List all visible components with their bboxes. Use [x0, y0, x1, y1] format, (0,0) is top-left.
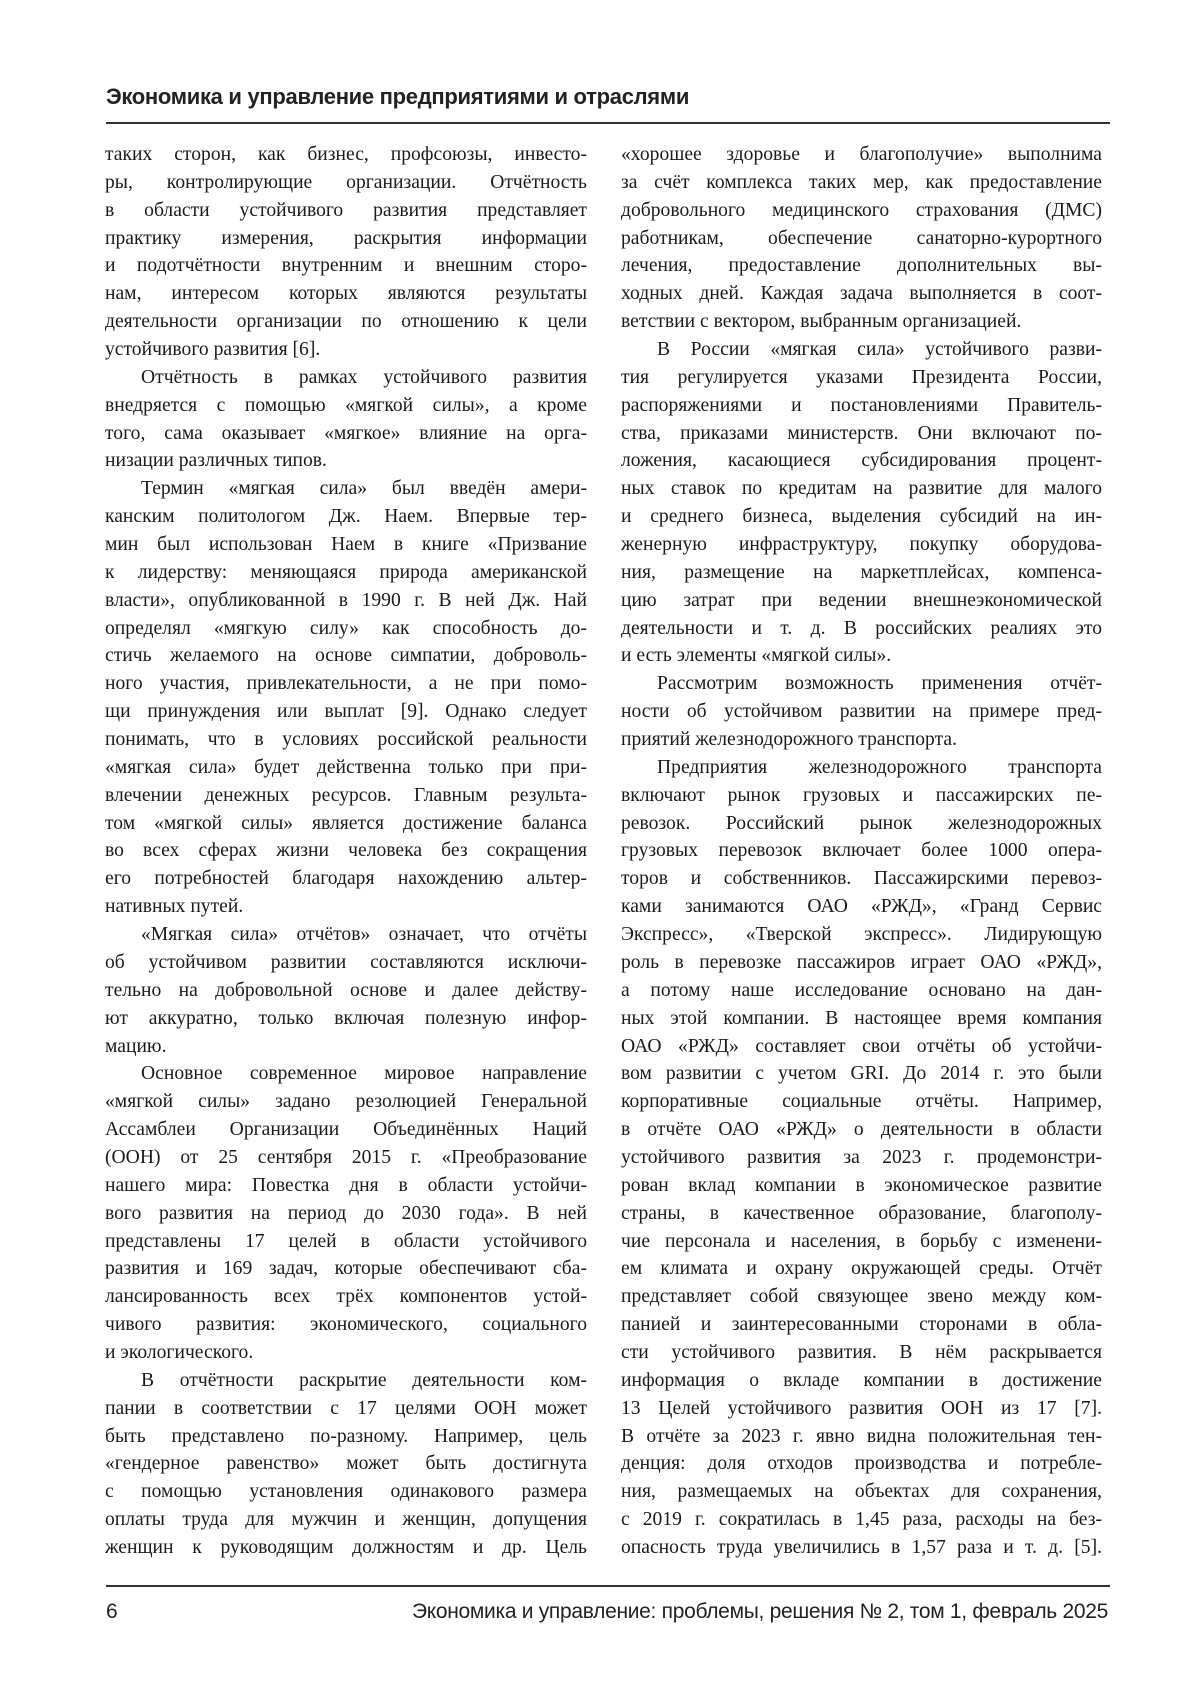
text-line: щи принуждения или выплат [9]. Однако следует: [105, 698, 587, 726]
text-line: лечения, предоставление дополнительных вы-: [621, 252, 1102, 280]
text-line: и экологического.: [105, 1339, 587, 1367]
header-divider: [106, 122, 1110, 124]
text-line: во всех сферах жизни человека без сокращения: [105, 837, 587, 865]
paragraph: [105, 475, 587, 921]
text-line: ками занимаются ОАО «РЖД», «Гранд Сервис: [621, 893, 1102, 921]
text-line: оплаты труда для мужчин и женщин, допущения: [105, 1506, 587, 1534]
text-line: в области устойчивого развития представляет: [105, 197, 587, 225]
text-line: с помощью установления одинакового размера: [105, 1478, 587, 1506]
text-line: понимать, что в условиях российской реальности: [105, 726, 587, 754]
paragraph: [105, 1367, 587, 1562]
text-line: торов и собственников. Пассажирскими перевоз-: [621, 865, 1102, 893]
text-line: с 2019 г. сократилась в 1,45 раза, расходы на без-: [621, 1506, 1102, 1534]
journal-citation: Экономика и управление: проблемы, решения № 2, том 1, февраль 2025: [412, 1600, 1108, 1624]
text-line: «хорошее здоровье и благополучие» выполнима: [621, 141, 1102, 169]
text-line: его потребностей благодаря нахождению альтер-: [105, 865, 587, 893]
text-line: низации различных типов.: [105, 447, 587, 475]
text-line: и подотчётности внутренним и внешним сторо-: [105, 252, 587, 280]
text-line: влечении денежных ресурсов. Главным результа-: [105, 782, 587, 810]
paragraph: [621, 336, 1102, 670]
text-line: сти устойчивого развития. В нём раскрывается: [621, 1339, 1102, 1367]
text-line: денция: доля отходов производства и потребле-: [621, 1450, 1102, 1478]
text-line: работникам, обеспечение санаторно-курортного: [621, 225, 1102, 253]
text-line: ем климата и охрану окружающей среды. Отчёт: [621, 1255, 1102, 1283]
text-line: ют аккуратно, только включая полезную инфор-: [105, 1005, 587, 1033]
text-line: роль в перевозке пассажиров играет ОАО «РЖД»,: [621, 949, 1102, 977]
text-line: ложения, касающиеся субсидирования процент-: [621, 447, 1102, 475]
text-line: тия регулируется указами Президента России,: [621, 364, 1102, 392]
text-line: женерную инфраструктуру, покупку оборудова-: [621, 531, 1102, 559]
text-column-right: [621, 141, 1102, 1562]
text-line: грузовых перевозок включает более 1000 опера-: [621, 837, 1102, 865]
text-line: информация о вкладе компании в достижение: [621, 1367, 1102, 1395]
text-line: ветствии с вектором, выбранным организацией.: [621, 308, 1102, 336]
text-line: Предприятия железнодорожного транспорта: [621, 754, 1102, 782]
text-line: и есть элементы «мягкой силы».: [621, 642, 1102, 670]
text-line: развития и 169 задач, которые обеспечивают сба-: [105, 1255, 587, 1283]
text-line: В отчётности раскрытие деятельности ком-: [105, 1367, 587, 1395]
text-line: В отчёте за 2023 г. явно видна положительная тен-: [621, 1423, 1102, 1451]
text-line: распоряжениями и постановлениями Правитель-: [621, 392, 1102, 420]
text-line: практику измерения, раскрытия информации: [105, 225, 587, 253]
text-line: «мягкая сила» будет действенна только при при-: [105, 754, 587, 782]
paragraph: [621, 141, 1102, 336]
text-line: цию затрат при ведении внешнеэкономической: [621, 587, 1102, 615]
text-line: приятий железнодорожного транспорта.: [621, 726, 1102, 754]
text-line: пании в соответствии с 17 целями ООН может: [105, 1395, 587, 1423]
footer-divider: [106, 1585, 1110, 1587]
text-line: ры, контролирующие организации. Отчётность: [105, 169, 587, 197]
text-line: том «мягкой силы» является достижение баланса: [105, 810, 587, 838]
text-line: стичь желаемого на основе симпатии, доброволь-: [105, 642, 587, 670]
text-line: ния, размещение на маркетплейсах, компенса-: [621, 559, 1102, 587]
text-line: добровольного медицинского страхования (ДМС): [621, 197, 1102, 225]
text-line: (ООН) от 25 сентября 2015 г. «Преобразование: [105, 1144, 587, 1172]
text-line: таких сторон, как бизнес, профсоюзы, инвесто-: [105, 141, 587, 169]
text-line: чие персонала и населения, в борьбу с изменени-: [621, 1228, 1102, 1256]
text-line: представляет собой связующее звено между ком-: [621, 1283, 1102, 1311]
text-line: к лидерству: меняющаяся природа американской: [105, 559, 587, 587]
text-line: Основное современное мировое направление: [105, 1060, 587, 1088]
text-line: Термин «мягкая сила» был введён амери-: [105, 475, 587, 503]
text-line: а потому наше исследование основано на дан-: [621, 977, 1102, 1005]
text-line: ных ставок по кредитам на развитие для малого: [621, 475, 1102, 503]
text-line: устойчивого развития за 2023 г. продемонстри-: [621, 1144, 1102, 1172]
text-line: нашего мира: Повестка дня в области устойчи-: [105, 1172, 587, 1200]
text-line: ходных дней. Каждая задача выполняется в соот-: [621, 280, 1102, 308]
text-line: Рассмотрим возможность применения отчёт-: [621, 670, 1102, 698]
paragraph: [105, 141, 587, 364]
text-line: корпоративные социальные отчёты. Например,: [621, 1088, 1102, 1116]
text-line: страны, в качественное образование, благополу-: [621, 1200, 1102, 1228]
paragraph: [105, 364, 587, 475]
text-line: ревозок. Российский рынок железнодорожных: [621, 810, 1102, 838]
text-line: деятельности и т. д. В российских реалиях это: [621, 615, 1102, 643]
paragraph: [621, 754, 1102, 1562]
text-line: представлены 17 целей в области устойчивого: [105, 1228, 587, 1256]
text-line: «Мягкая сила» отчётов» означает, что отчёты: [105, 921, 587, 949]
text-line: быть представлено по-разному. Например, цель: [105, 1423, 587, 1451]
text-line: ного участия, привлекательности, а не при помо-: [105, 670, 587, 698]
text-line: В России «мягкая сила» устойчивого разви-: [621, 336, 1102, 364]
text-line: женщин к руководящим должностям и др. Цель: [105, 1534, 587, 1562]
text-line: включают рынок грузовых и пассажирских пе-: [621, 782, 1102, 810]
text-line: за счёт комплекса таких мер, как предоставление: [621, 169, 1102, 197]
paragraph: [105, 1060, 587, 1366]
text-line: опасность труда увеличились в 1,57 раза и т. д. [5].: [621, 1534, 1102, 1562]
text-line: Отчётность в рамках устойчивого развития: [105, 364, 587, 392]
text-line: того, сама оказывает «мягкое» влияние на орга-: [105, 420, 587, 448]
text-column-left: [105, 141, 587, 1562]
text-line: тельно на добровольной основе и далее действу-: [105, 977, 587, 1005]
text-line: ния, размещаемых на объектах для сохранения,: [621, 1478, 1102, 1506]
text-line: власти», опубликованной в 1990 г. В ней Дж. Най: [105, 587, 587, 615]
text-line: ОАО «РЖД» составляет свои отчёты об устойчи-: [621, 1033, 1102, 1061]
text-line: рован вклад компании в экономическое развитие: [621, 1172, 1102, 1200]
text-line: канским политологом Дж. Наем. Впервые тер-: [105, 503, 587, 531]
text-line: чивого развития: экономического, социального: [105, 1311, 587, 1339]
paragraph: [105, 921, 587, 1060]
text-line: «мягкой силы» задано резолюцией Генеральной: [105, 1088, 587, 1116]
text-line: об устойчивом развитии составляются исключи-: [105, 949, 587, 977]
text-line: нативных путей.: [105, 893, 587, 921]
text-line: ства, приказами министерств. Они включают по-: [621, 420, 1102, 448]
text-line: ности об устойчивом развитии на примере пред-: [621, 698, 1102, 726]
text-line: мин был использован Наем в книге «Призвание: [105, 531, 587, 559]
paragraph: [621, 670, 1102, 754]
text-line: мацию.: [105, 1033, 587, 1061]
text-line: Экспресс», «Тверской экспресс». Лидирующую: [621, 921, 1102, 949]
text-line: и среднего бизнеса, выделения субсидий на ин-: [621, 503, 1102, 531]
text-line: в отчёте ОАО «РЖД» о деятельности в области: [621, 1116, 1102, 1144]
page-number: 6: [106, 1600, 118, 1624]
text-line: лансированность всех трёх компонентов устой-: [105, 1283, 587, 1311]
text-line: устойчивого развития [6].: [105, 336, 587, 364]
text-line: «гендерное равенство» может быть достигнута: [105, 1450, 587, 1478]
text-line: Ассамблеи Организации Объединённых Наций: [105, 1116, 587, 1144]
text-line: вом развитии с учетом GRI. До 2014 г. это были: [621, 1060, 1102, 1088]
text-line: внедряется с помощью «мягкой силы», а кроме: [105, 392, 587, 420]
text-line: панией и заинтересованными сторонами в обла-: [621, 1311, 1102, 1339]
text-line: 13 Целей устойчивого развития ООН из 17 [7].: [621, 1395, 1102, 1423]
running-header-title: Экономика и управление предприятиями и отраслями: [106, 84, 689, 110]
text-line: нам, интересом которых являются результаты: [105, 280, 587, 308]
text-line: ных этой компании. В настоящее время компания: [621, 1005, 1102, 1033]
text-line: вого развития на период до 2030 года». В ней: [105, 1200, 587, 1228]
text-line: деятельности организации по отношению к цели: [105, 308, 587, 336]
text-line: определял «мягкую силу» как способность до-: [105, 615, 587, 643]
